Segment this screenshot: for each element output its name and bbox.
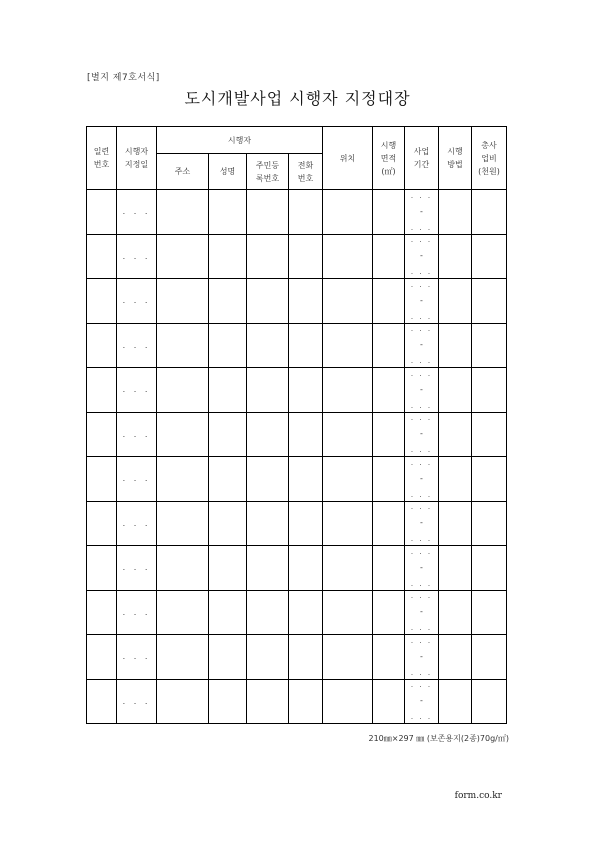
cell-resident-number[interactable]: [247, 234, 289, 279]
period-end: . . .: [410, 535, 433, 544]
period-start: . . .: [410, 280, 433, 289]
cell-phone[interactable]: [289, 546, 323, 591]
cell-location[interactable]: [323, 457, 373, 502]
cell-resident-number[interactable]: [247, 190, 289, 235]
cell-name[interactable]: [209, 279, 247, 324]
cell-address[interactable]: [157, 190, 209, 235]
cell-location[interactable]: [323, 234, 373, 279]
cell-period[interactable]: [405, 501, 439, 546]
registry-table: [86, 126, 507, 724]
header-name: 성명: [209, 154, 247, 190]
cell-area[interactable]: [373, 457, 405, 502]
cell-period[interactable]: [405, 190, 439, 235]
cell-location[interactable]: [323, 412, 373, 457]
cell-name[interactable]: [209, 546, 247, 591]
cell-name[interactable]: [209, 679, 247, 724]
header-serial-number: 일련 번호: [87, 127, 117, 190]
cell-location[interactable]: [323, 546, 373, 591]
period-end: . . .: [410, 268, 433, 277]
cell-total-cost[interactable]: [472, 501, 507, 546]
cell-designation-date[interactable]: [117, 323, 157, 368]
period-end: . . .: [410, 446, 433, 455]
cell-total-cost[interactable]: [472, 368, 507, 413]
cell-method[interactable]: [439, 590, 472, 635]
period-dash: -: [420, 518, 423, 528]
cell-period[interactable]: [405, 679, 439, 724]
cell-designation-date[interactable]: [117, 190, 157, 235]
cell-area[interactable]: [373, 368, 405, 413]
cell-area[interactable]: [373, 590, 405, 635]
cell-name[interactable]: [209, 412, 247, 457]
cell-location[interactable]: [323, 635, 373, 680]
cell-name[interactable]: [209, 457, 247, 502]
cell-location[interactable]: [323, 501, 373, 546]
table-row: [87, 679, 507, 724]
cell-serial[interactable]: [87, 234, 117, 279]
period-start: . . .: [410, 458, 433, 467]
period-end: . . .: [410, 668, 433, 677]
period-start: . . .: [410, 236, 433, 245]
cell-total-cost[interactable]: [472, 590, 507, 635]
cell-location[interactable]: [323, 279, 373, 324]
period-dash: -: [420, 562, 423, 572]
period-end: . . .: [410, 357, 433, 366]
cell-period[interactable]: [405, 368, 439, 413]
cell-designation-date[interactable]: [117, 501, 157, 546]
period-end: . . .: [410, 624, 433, 633]
cell-period[interactable]: [405, 234, 439, 279]
header-total-cost: 총사 업비 (천원): [472, 127, 507, 190]
cell-designation-date[interactable]: [117, 635, 157, 680]
period-dash: -: [420, 251, 423, 261]
period-start: . . .: [410, 681, 433, 690]
cell-area[interactable]: [373, 501, 405, 546]
header-phone: 전화 번호: [289, 154, 323, 190]
cell-serial[interactable]: [87, 501, 117, 546]
period-end: . . .: [410, 401, 433, 410]
cell-designation-date[interactable]: [117, 679, 157, 724]
cell-designation-date[interactable]: [117, 546, 157, 591]
period-dash: -: [420, 429, 423, 439]
cell-total-cost[interactable]: [472, 679, 507, 724]
table-row: [87, 590, 507, 635]
period-start: . . .: [410, 547, 433, 556]
date-placeholder: . . .: [122, 652, 151, 662]
cell-resident-number[interactable]: [247, 590, 289, 635]
cell-area[interactable]: [373, 323, 405, 368]
cell-address[interactable]: [157, 501, 209, 546]
period-end: . . .: [410, 579, 433, 588]
table-row: [87, 190, 507, 235]
header-location: 위치: [323, 127, 373, 190]
cell-resident-number[interactable]: [247, 368, 289, 413]
cell-address[interactable]: [157, 368, 209, 413]
cell-serial[interactable]: [87, 679, 117, 724]
cell-phone[interactable]: [289, 590, 323, 635]
period-dash: -: [420, 206, 423, 216]
cell-resident-number[interactable]: [247, 546, 289, 591]
table-row: [87, 279, 507, 324]
cell-location[interactable]: [323, 368, 373, 413]
document-title: 도시개발사업 시행자 지정대장: [184, 89, 411, 108]
cell-phone[interactable]: [289, 501, 323, 546]
site-brand: form.co.kr: [454, 791, 502, 801]
cell-location[interactable]: [323, 190, 373, 235]
cell-method[interactable]: [439, 190, 472, 235]
cell-method[interactable]: [439, 234, 472, 279]
date-placeholder: . . .: [122, 207, 151, 217]
cell-location[interactable]: [323, 590, 373, 635]
cell-name[interactable]: [209, 368, 247, 413]
cell-period[interactable]: [405, 323, 439, 368]
cell-period[interactable]: [405, 546, 439, 591]
cell-phone[interactable]: [289, 234, 323, 279]
header-designation-date: 시행자 지정일: [117, 127, 157, 190]
cell-serial[interactable]: [87, 412, 117, 457]
date-placeholder: . . .: [122, 251, 151, 261]
cell-method[interactable]: [439, 546, 472, 591]
cell-address[interactable]: [157, 635, 209, 680]
header-resident-number: 주민등 록번호: [247, 154, 289, 190]
date-placeholder: . . .: [122, 296, 151, 306]
period-start: . . .: [410, 369, 433, 378]
period-dash: -: [420, 651, 423, 661]
period-end: . . .: [410, 312, 433, 321]
period-dash: -: [420, 384, 423, 394]
cell-serial[interactable]: [87, 279, 117, 324]
table-row: [87, 323, 507, 368]
cell-period[interactable]: [405, 279, 439, 324]
cell-total-cost[interactable]: [472, 190, 507, 235]
cell-serial[interactable]: [87, 323, 117, 368]
cell-name[interactable]: [209, 635, 247, 680]
table-row: [87, 635, 507, 680]
cell-total-cost[interactable]: [472, 546, 507, 591]
header-method: 시행 방법: [439, 127, 472, 190]
cell-address[interactable]: [157, 279, 209, 324]
cell-total-cost[interactable]: [472, 635, 507, 680]
table-row: [87, 546, 507, 591]
cell-address[interactable]: [157, 546, 209, 591]
period-start: . . .: [410, 414, 433, 423]
cell-serial[interactable]: [87, 635, 117, 680]
cell-method[interactable]: [439, 635, 472, 680]
form-number-label: [별지 제7호서식]: [87, 73, 160, 83]
table-row: [87, 234, 507, 279]
header-period: 사업 기간: [405, 127, 439, 190]
cell-resident-number[interactable]: [247, 457, 289, 502]
cell-designation-date[interactable]: [117, 412, 157, 457]
cell-name[interactable]: [209, 590, 247, 635]
cell-phone[interactable]: [289, 635, 323, 680]
period-dash: -: [420, 340, 423, 350]
cell-name[interactable]: [209, 234, 247, 279]
cell-designation-date[interactable]: [117, 368, 157, 413]
date-placeholder: . . .: [122, 474, 151, 484]
cell-method[interactable]: [439, 323, 472, 368]
period-end: . . .: [410, 223, 433, 232]
cell-resident-number[interactable]: [247, 412, 289, 457]
period-dash: -: [420, 295, 423, 305]
table-row: [87, 412, 507, 457]
period-start: . . .: [410, 191, 433, 200]
cell-phone[interactable]: [289, 412, 323, 457]
period-start: . . .: [410, 325, 433, 334]
cell-method[interactable]: [439, 501, 472, 546]
cell-address[interactable]: [157, 457, 209, 502]
cell-area[interactable]: [373, 234, 405, 279]
cell-name[interactable]: [209, 501, 247, 546]
cell-period[interactable]: [405, 635, 439, 680]
period-end: . . .: [410, 713, 433, 722]
cell-method[interactable]: [439, 279, 472, 324]
cell-serial[interactable]: [87, 190, 117, 235]
date-placeholder: . . .: [122, 607, 151, 617]
cell-resident-number[interactable]: [247, 323, 289, 368]
table-row: [87, 501, 507, 546]
period-end: . . .: [410, 490, 433, 499]
cell-location[interactable]: [323, 323, 373, 368]
cell-total-cost[interactable]: [472, 323, 507, 368]
cell-serial[interactable]: [87, 590, 117, 635]
cell-address[interactable]: [157, 234, 209, 279]
cell-area[interactable]: [373, 546, 405, 591]
cell-designation-date[interactable]: [117, 279, 157, 324]
cell-resident-number[interactable]: [247, 501, 289, 546]
header-area: 시행 면적 (㎡): [373, 127, 405, 190]
date-placeholder: . . .: [122, 518, 151, 528]
cell-designation-date[interactable]: [117, 457, 157, 502]
cell-resident-number[interactable]: [247, 635, 289, 680]
cell-method[interactable]: [439, 457, 472, 502]
cell-resident-number[interactable]: [247, 679, 289, 724]
cell-phone[interactable]: [289, 323, 323, 368]
cell-period[interactable]: [405, 457, 439, 502]
period-dash: -: [420, 607, 423, 617]
cell-phone[interactable]: [289, 279, 323, 324]
cell-phone[interactable]: [289, 190, 323, 235]
cell-phone[interactable]: [289, 457, 323, 502]
cell-period[interactable]: [405, 590, 439, 635]
cell-name[interactable]: [209, 323, 247, 368]
period-dash: -: [420, 473, 423, 483]
cell-phone[interactable]: [289, 679, 323, 724]
date-placeholder: . . .: [122, 429, 151, 439]
cell-phone[interactable]: [289, 368, 323, 413]
cell-area[interactable]: [373, 190, 405, 235]
cell-resident-number[interactable]: [247, 279, 289, 324]
date-placeholder: . . .: [122, 340, 151, 350]
cell-total-cost[interactable]: [472, 457, 507, 502]
date-placeholder: . . .: [122, 385, 151, 395]
cell-address[interactable]: [157, 323, 209, 368]
cell-name[interactable]: [209, 190, 247, 235]
header-operator-group: 시행자: [157, 127, 323, 154]
cell-designation-date[interactable]: [117, 590, 157, 635]
cell-area[interactable]: [373, 679, 405, 724]
table-row: [87, 457, 507, 502]
cell-area[interactable]: [373, 279, 405, 324]
date-placeholder: . . .: [122, 563, 151, 573]
paper-spec-note: 210㎜×297 ㎜ (보존용지(2종)70g/㎡): [368, 734, 509, 743]
cell-method[interactable]: [439, 412, 472, 457]
period-start: . . .: [410, 503, 433, 512]
cell-total-cost[interactable]: [472, 412, 507, 457]
cell-serial[interactable]: [87, 546, 117, 591]
table-row: [87, 368, 507, 413]
period-dash: -: [420, 696, 423, 706]
cell-serial[interactable]: [87, 368, 117, 413]
cell-address[interactable]: [157, 412, 209, 457]
cell-serial[interactable]: [87, 457, 117, 502]
period-start: . . .: [410, 592, 433, 601]
cell-total-cost[interactable]: [472, 234, 507, 279]
cell-method[interactable]: [439, 679, 472, 724]
period-start: . . .: [410, 636, 433, 645]
cell-total-cost[interactable]: [472, 279, 507, 324]
cell-area[interactable]: [373, 412, 405, 457]
cell-location[interactable]: [323, 679, 373, 724]
cell-designation-date[interactable]: [117, 234, 157, 279]
cell-method[interactable]: [439, 368, 472, 413]
header-address: 주소: [157, 154, 209, 190]
cell-address[interactable]: [157, 679, 209, 724]
cell-period[interactable]: [405, 412, 439, 457]
cell-area[interactable]: [373, 635, 405, 680]
date-placeholder: . . .: [122, 696, 151, 706]
cell-address[interactable]: [157, 590, 209, 635]
